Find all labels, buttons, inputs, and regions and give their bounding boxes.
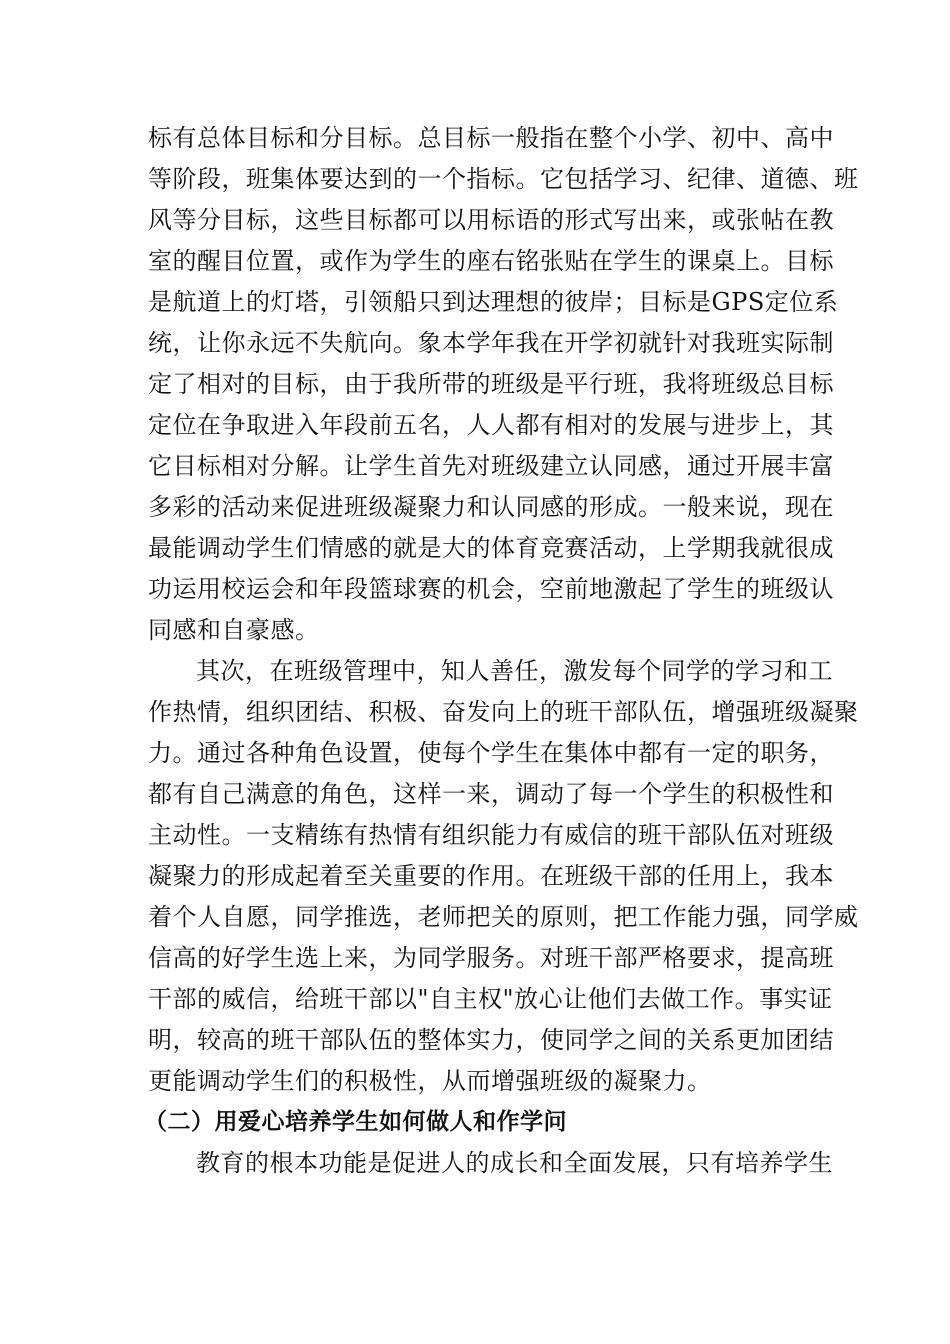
text-line: 风等分目标，这些目标都可以用标语的形式写出来，或张帖在教 bbox=[148, 206, 834, 234]
text-line: 主动性。一支精练有热情有组织能力有威信的班干部队伍对班级 bbox=[148, 821, 834, 849]
text-line: 定了相对的目标，由于我所带的班级是平行班，我将班级总目标 bbox=[148, 370, 834, 398]
text-line: 定位在争取进入年段前五名，人人都有相对的发展与进步上，其 bbox=[148, 411, 834, 439]
paragraph-2 bbox=[148, 651, 859, 1102]
text-line: 作热情，组织团结、积极、奋发向上的班干部队伍，增强班级凝聚 bbox=[148, 698, 859, 726]
paragraph-1 bbox=[148, 118, 859, 651]
text-line: 室的醒目位置，或作为学生的座右铭张贴在学生的课桌上。目标 bbox=[148, 247, 834, 275]
text-line: 都有自己满意的角色，这样一来，调动了每一个学生的积极性和 bbox=[148, 780, 834, 808]
text-line: 标有总体目标和分目标。总目标一般指在整个小学、初中、高中 bbox=[148, 124, 834, 152]
text-line: 力。通过各种角色设置，使每个学生在集体中都有一定的职务， bbox=[148, 739, 834, 767]
text-line: 着个人自愿，同学推选，老师把关的原则，把工作能力强，同学威 bbox=[148, 903, 859, 931]
text-line: 同感和自豪感。 bbox=[148, 616, 320, 644]
text-line: 是航道上的灯塔，引领船只到达理想的彼岸；目标是GPS定位系 bbox=[148, 288, 839, 316]
text-line: 明，较高的班干部队伍的整体实力，使同学之间的关系更加团结 bbox=[148, 1026, 834, 1054]
text-line: 功运用校运会和年段篮球赛的机会，空前地激起了学生的班级认 bbox=[148, 575, 834, 603]
text-line: 多彩的活动来促进班级凝聚力和认同感的形成。一般来说，现在 bbox=[148, 493, 834, 521]
text-line: 干部的威信，给班干部以"自主权"放心让他们去做工作。事实证 bbox=[148, 985, 833, 1013]
text-line: 其次，在班级管理中，知人善任，激发每个同学的学习和工 bbox=[196, 657, 833, 685]
text-line: 凝聚力的形成起着至关重要的作用。在班级干部的任用上，我本 bbox=[148, 862, 834, 890]
text-line: 更能调动学生们的积极性，从而增强班级的凝聚力。 bbox=[148, 1067, 712, 1095]
text-line: 它目标相对分解。让学生首先对班级建立认同感，通过开展丰富 bbox=[148, 452, 834, 480]
text-line: 等阶段，班集体要达到的一个指标。它包括学习、纪律、道德、班 bbox=[148, 165, 859, 193]
document-body bbox=[144, 118, 859, 1184]
text-line: 教育的根本功能是促进人的成长和全面发展，只有培养学生 bbox=[196, 1149, 833, 1177]
paragraph-3 bbox=[148, 1143, 833, 1184]
text-line: 统，让你永远不失航向。象本学年我在开学初就针对我班实际制 bbox=[148, 329, 834, 357]
text-line: 信高的好学生选上来，为同学服务。对班干部严格要求，提高班 bbox=[148, 944, 834, 972]
section-heading: （二）用爱心培养学生如何做人和作学问 bbox=[144, 1109, 567, 1135]
text-line: 最能调动学生们情感的就是大的体育竞赛活动，上学期我就很成 bbox=[148, 534, 834, 562]
